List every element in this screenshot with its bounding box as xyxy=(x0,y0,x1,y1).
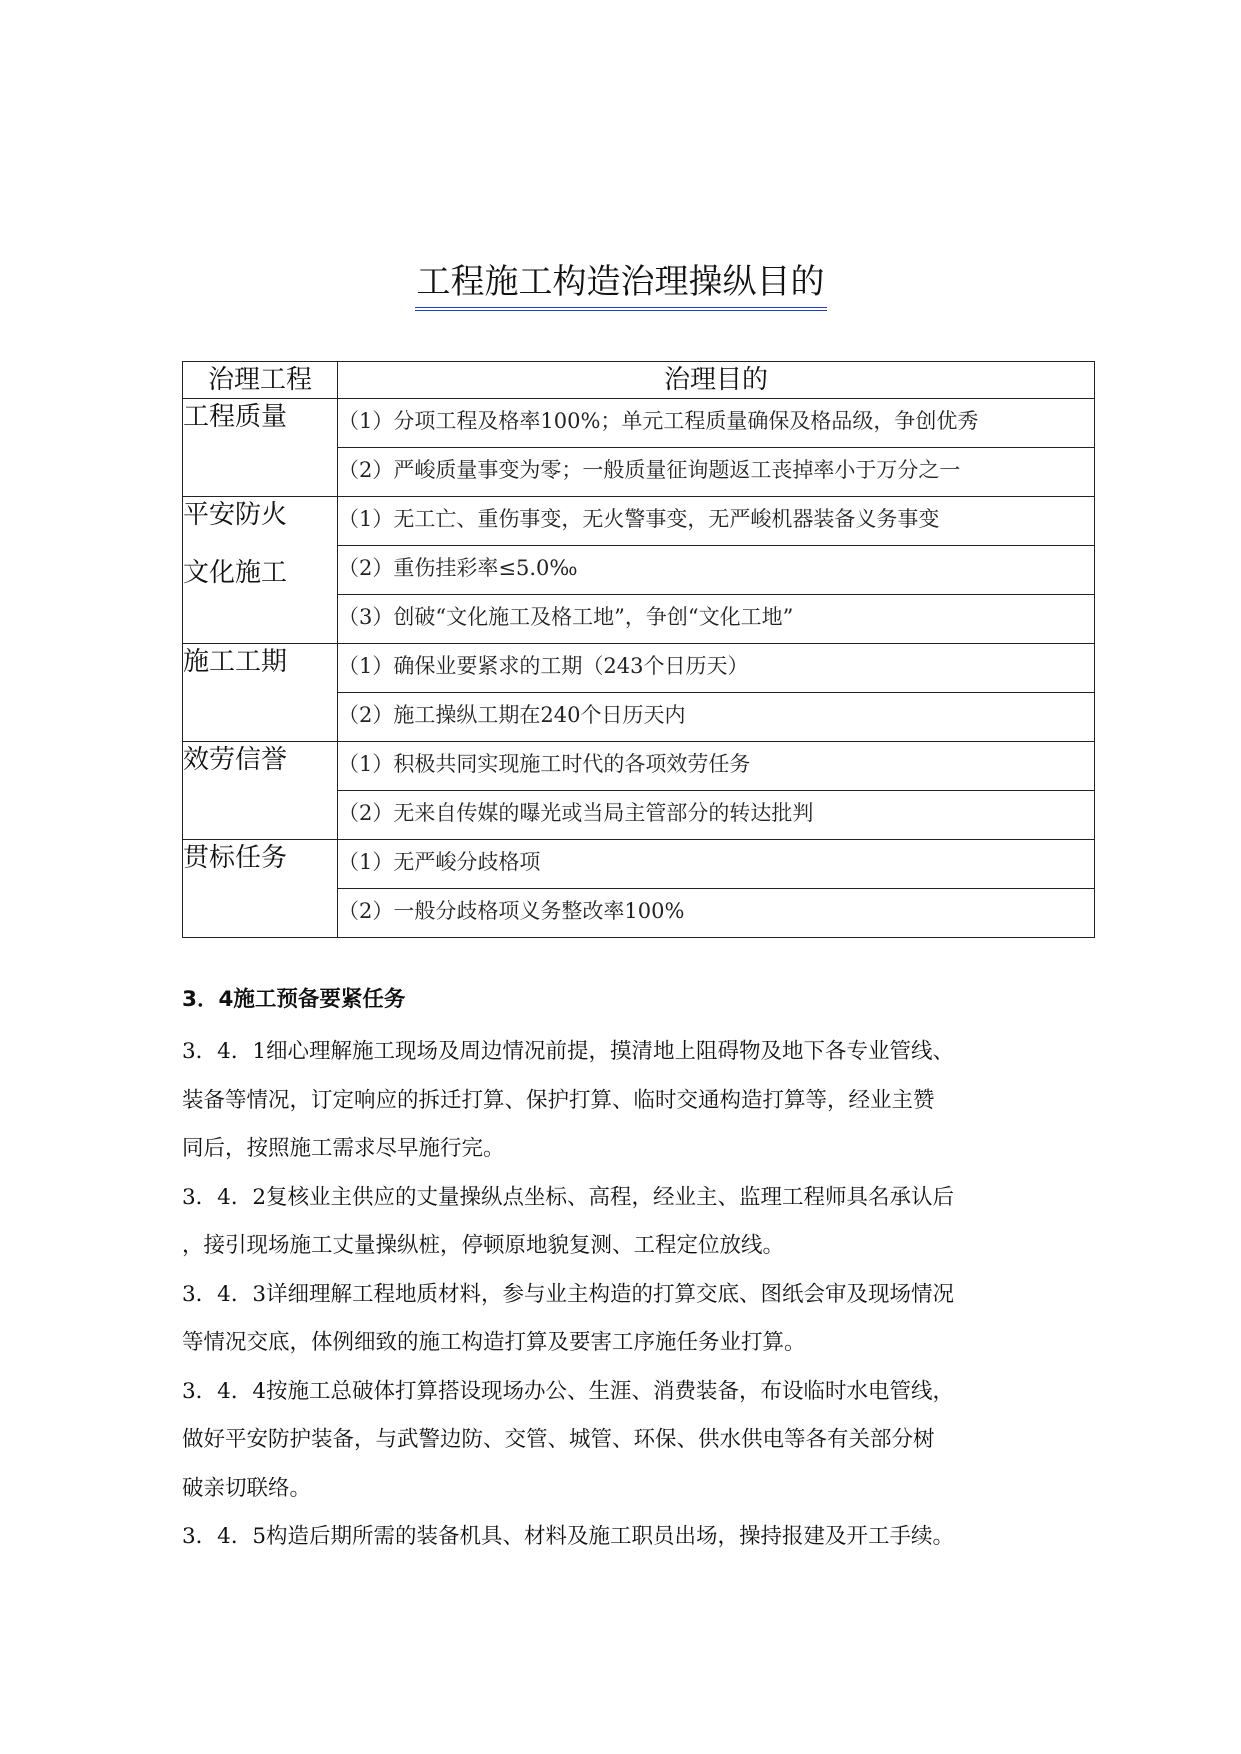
goal-cell: （2）严峻质量事变为零；一般质量征询题返工丧掉率小于万分之一 xyxy=(338,448,1095,497)
table-header-row xyxy=(183,362,1095,399)
management-goals-table xyxy=(182,361,1095,938)
goal-cell: （3）创破“文化施工及格工地”，争创“文化工地” xyxy=(338,595,1095,644)
goal-cell: （2）一般分歧格项义务整改率100% xyxy=(338,889,1095,938)
goal-cell: （2）重伤挂彩率≤5.0‰ xyxy=(338,546,1095,595)
table-row xyxy=(183,497,1095,546)
category-cell xyxy=(183,399,338,497)
header-cell-goal: 治理目的 xyxy=(338,362,1095,399)
category-label: 贯标任务 xyxy=(183,843,288,873)
table-row xyxy=(183,742,1095,791)
page-title-text: 工程施工构造治理操纵目的 xyxy=(415,258,827,311)
body-line: 3．4．5构造后期所需的装备机具、材料及施工职员出场，操持报建及开工手续。 xyxy=(182,1524,955,1549)
body-line: 装备等情况，订定响应的拆迁打算、保护打算、临时交通构造打算等，经业主赞 xyxy=(182,1087,935,1113)
table-row xyxy=(183,644,1095,693)
goal-cell: （1）分项工程及格率100%；单元工程质量确保及格品级，争创优秀 xyxy=(338,399,1095,448)
category-cell xyxy=(183,644,338,742)
category-label: 文化施工 xyxy=(183,558,288,588)
body-line: 等情况交底，体例细致的施工构造打算及要害工序施任务业打算。 xyxy=(182,1330,806,1355)
page-title xyxy=(0,258,1241,311)
category-label: 平安防火 xyxy=(183,500,288,530)
body-line: 做好平安防护装备，与武警边防、交管、城管、环保、供水供电等各有关部分树 xyxy=(182,1427,935,1452)
goal-cell: （2）无来自传媒的曝光或当局主管部分的转达批判 xyxy=(338,791,1095,840)
goal-cell: （1）积极共同实现施工时代的各项效劳任务 xyxy=(338,742,1095,791)
body-line: 3．4．2复核业主供应的丈量操纵点坐标、高程，经业主、监理工程师具名承认后 xyxy=(182,1184,955,1210)
body-line: 3．4．4按施工总破体打算搭设现场办公、生涯、消费装备，布设临时水电管线， xyxy=(182,1378,955,1404)
body-line: ，接引现场施工丈量操纵桩，停顿原地貌复测、工程定位放线。 xyxy=(182,1233,785,1258)
body-line: 同后，按照施工需求尽早施行完。 xyxy=(182,1136,505,1161)
body-line: 3．4．1细心理解施工现场及周边情况前提，摸清地上阻碍物及地下各专业管线、 xyxy=(182,1039,955,1064)
body-line: 破亲切联络。 xyxy=(182,1475,312,1501)
goal-cell: （1）确保业要紧求的工期（243个日历天） xyxy=(338,644,1095,693)
body-line: 3．4．3详细理解工程地质材料，参与业主构造的打算交底、图纸会审及现场情况 xyxy=(182,1281,955,1307)
section-body xyxy=(182,980,1062,1562)
category-label: 工程质量 xyxy=(183,402,288,432)
category-cell xyxy=(183,742,338,840)
section-heading: 3．4施工预备要紧任务 xyxy=(182,987,406,1012)
goal-cell: （2）施工操纵工期在240个日历天内 xyxy=(338,693,1095,742)
category-label: 效劳信誉 xyxy=(183,745,288,775)
table-row xyxy=(183,399,1095,448)
goal-cell: （1）无严峻分歧格项 xyxy=(338,840,1095,889)
category-cell xyxy=(183,840,338,938)
category-cell xyxy=(183,497,338,644)
goal-cell: （1）无工亡、重伤事变，无火警事变，无严峻机器装备义务事变 xyxy=(338,497,1095,546)
category-label: 施工工期 xyxy=(183,647,288,677)
header-cell-item: 治理工程 xyxy=(183,362,338,399)
table-row xyxy=(183,840,1095,889)
